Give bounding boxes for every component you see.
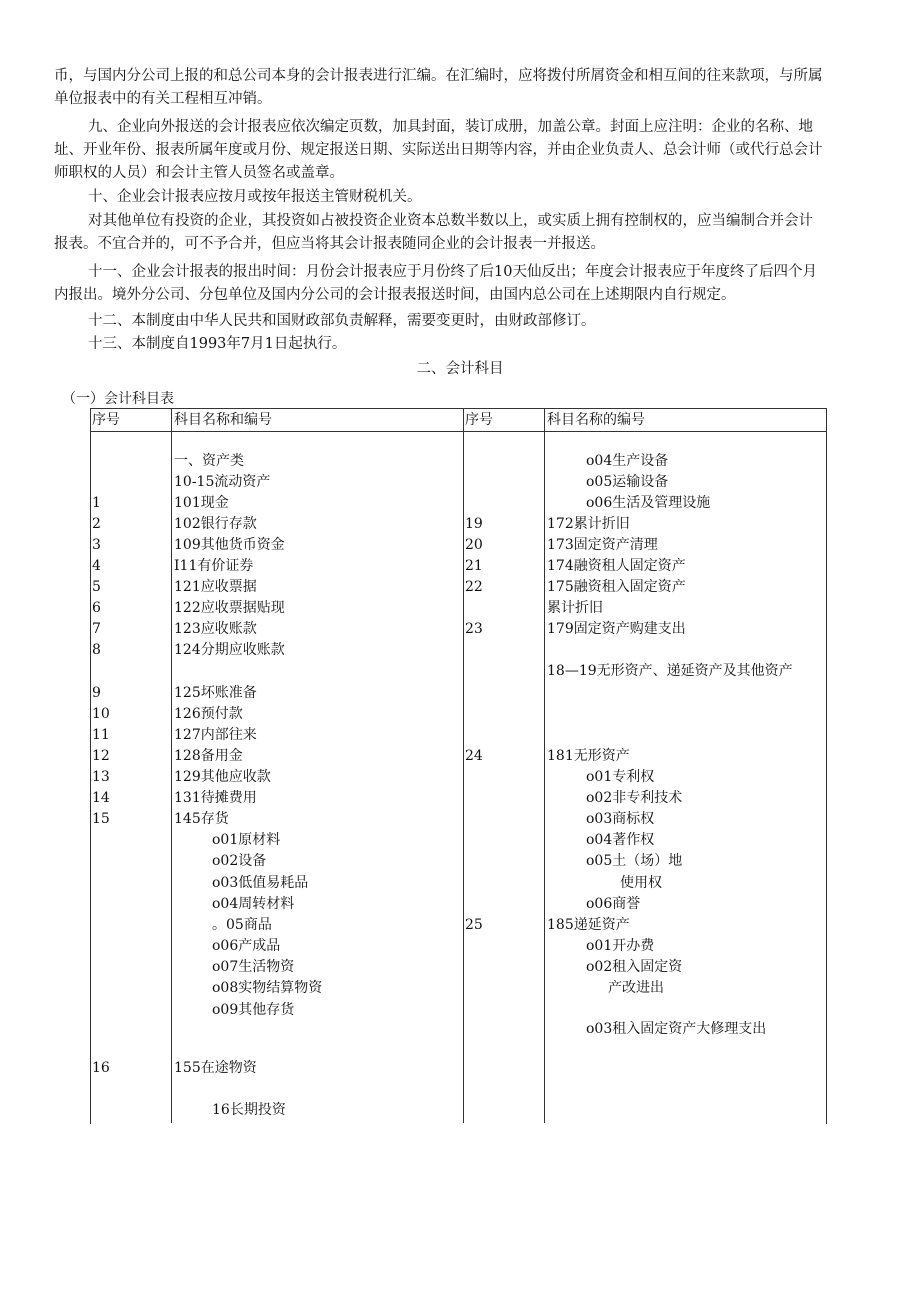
table-cell: o04生产设备 — [586, 453, 669, 469]
table-cell: o02租入固定资 — [586, 959, 683, 975]
table-cell: 2 — [92, 516, 101, 532]
table-cell: 5 — [92, 579, 101, 595]
table-label: （一）会计科目表 — [62, 391, 174, 407]
table-cell: o01原材料 — [212, 832, 281, 848]
text-line: 师职权的人员）和会计主管人员签名或盖章。 — [54, 165, 344, 181]
table-cell: 155在途物资 — [174, 1060, 257, 1076]
table-cell: 13 — [92, 769, 110, 785]
text-line: 对其他单位有投资的企业，其投资如占被投资企业资本总数半数以上，或实质上拥有控制权的，应当编制合并会计 — [88, 213, 813, 229]
table-cell: o08实物结算物资 — [212, 980, 323, 996]
table-column-divider — [463, 408, 464, 1123]
table-cell: 124分期应收账款 — [174, 642, 285, 658]
table-cell: 128备用金 — [174, 748, 243, 764]
table-cell: 127内部往来 — [174, 727, 257, 743]
table-cell: 123应收账款 — [174, 621, 257, 637]
table-cell: o06产成品 — [212, 938, 281, 954]
table-column-divider — [171, 408, 172, 1123]
table-cell: o06生活及管理设施 — [586, 495, 711, 511]
table-cell: 累计折旧 — [547, 600, 603, 616]
table-cell: 3 — [92, 537, 101, 553]
table-header-name: 科目名称和编号 — [174, 412, 272, 428]
table-cell: 8 — [92, 642, 101, 658]
table-cell: 20 — [465, 537, 483, 553]
table-header-seq: 序号 — [92, 412, 120, 428]
text-line: 内报出。境外分公司、分包单位及国内分公司的会计报表报送时间，由国内总公司在上述期限内自行规定。 — [54, 287, 736, 303]
text-line: 九、企业向外报送的会计报表应依次编定页数，加具封面，装订成册，加盖公章。封面上应注明：企业的名称、地 — [88, 119, 813, 135]
table-cell: 使用权 — [620, 875, 662, 891]
text-line: 单位报表中的有关工程相互冲销。 — [54, 91, 272, 107]
text-line: 报表。不宜合并的，可不予合并，但应当将其会计报表随同企业的会计报表一并报送。 — [54, 236, 605, 252]
text-line: 十二、本制度由中华人民共和国财政部负责解释，需要变更时，由财政部修订。 — [88, 313, 596, 329]
section-title: 二、会计科目 — [416, 361, 504, 377]
table-cell: o07生活物资 — [212, 959, 295, 975]
table-cell: o01专利权 — [586, 769, 655, 785]
table-cell: 9 — [92, 685, 101, 701]
table-cell: 一、资产类 — [174, 453, 244, 469]
text-line: 十、企业会计报表应按月或按年报送主管财税机关。 — [88, 189, 422, 205]
table-header-seq: 序号 — [465, 412, 493, 428]
table-cell: 4 — [92, 558, 101, 574]
table-cell: o05运输设备 — [586, 474, 669, 490]
table-cell: 121应收票据 — [174, 579, 257, 595]
table-cell: o01开办费 — [586, 938, 655, 954]
table-cell: 126预付款 — [174, 706, 243, 722]
table-cell: 14 — [92, 790, 110, 806]
table-cell: 25 — [465, 917, 483, 933]
table-cell: 175融资租入固定资产 — [547, 579, 686, 595]
table-cell: 16 — [92, 1060, 110, 1076]
table-cell: 7 — [92, 621, 101, 637]
table-column-divider — [544, 408, 545, 1123]
table-cell: 15 — [92, 811, 110, 827]
table-cell: 11 — [92, 727, 110, 743]
table-cell: 109其他货币资金 — [174, 537, 285, 553]
table-cell: 145存货 — [174, 811, 229, 827]
table-cell: 21 — [465, 558, 483, 574]
table-cell: 18—19无形资产、递延资产及其他资产 — [547, 663, 793, 679]
table-header-divider — [90, 431, 826, 432]
table-header-name: 科目名称的编号 — [547, 412, 645, 428]
table-cell: 16长期投资 — [212, 1102, 286, 1118]
table-cell: 产改进出 — [608, 980, 664, 996]
table-cell: 125坏账准备 — [174, 685, 257, 701]
table-cell: 24 — [465, 748, 483, 764]
table-cell: o02非专利技术 — [586, 790, 683, 806]
table-cell: 12 — [92, 748, 110, 764]
table-cell: 6 — [92, 600, 101, 616]
table-cell: 181无形资产 — [547, 748, 630, 764]
table-cell: 131待摊费用 — [174, 790, 257, 806]
table-cell: 122应收票据贴现 — [174, 600, 285, 616]
table-cell: 185递延资产 — [547, 917, 630, 933]
table-cell: o03租入固定资产大修理支出 — [586, 1021, 767, 1037]
table-cell: o09其他存货 — [212, 1002, 295, 1018]
text-line: 十一、企业会计报表的报出时间：月份会计报表应于月份终了后10天仙反出；年度会计报表应于年度终了后四个月 — [88, 264, 817, 280]
table-cell: 102银行存款 — [174, 516, 257, 532]
text-line: 十三、本制度自1993年7月1日起执行。 — [88, 336, 347, 352]
table-cell: o02设备 — [212, 853, 267, 869]
table-cell: 22 — [465, 579, 483, 595]
table-cell: 129其他应收款 — [174, 769, 271, 785]
table-cell: 101现金 — [174, 495, 229, 511]
table-cell: o06商誉 — [586, 896, 641, 912]
table-cell: 23 — [465, 621, 483, 637]
text-line: 币，与国内分公司上报的和总公司本身的会计报表进行汇编。在汇编时，应将拨付所屑资金和相互间的往来款项，与所属 — [54, 68, 823, 84]
table-cell: 。05商品 — [212, 917, 272, 933]
table-cell: o05土（场）地 — [586, 853, 683, 869]
table-cell: 179固定资产购建支出 — [547, 621, 686, 637]
table-cell: 1 — [92, 495, 101, 511]
table-cell: 174融资租人固定资产 — [547, 558, 686, 574]
table-cell: o04著作权 — [586, 832, 655, 848]
table-cell: 19 — [465, 516, 483, 532]
table-cell: o04周转材料 — [212, 896, 295, 912]
table-cell: o03低值易耗品 — [212, 875, 309, 891]
table-cell: 173固定资产清理 — [547, 537, 658, 553]
table-cell: 10-15流动资产 — [174, 474, 271, 490]
table-cell: 172累计折旧 — [547, 516, 630, 532]
table-cell: 10 — [92, 706, 110, 722]
table-cell: I11有价证券 — [174, 558, 254, 574]
table-cell: o03商标权 — [586, 811, 655, 827]
text-line: 址、开业年份、报表所属年度或月份、规定报送日期、实际送出日期等内容，并由企业负责人、总会计师（或代行总会计 — [54, 142, 823, 158]
